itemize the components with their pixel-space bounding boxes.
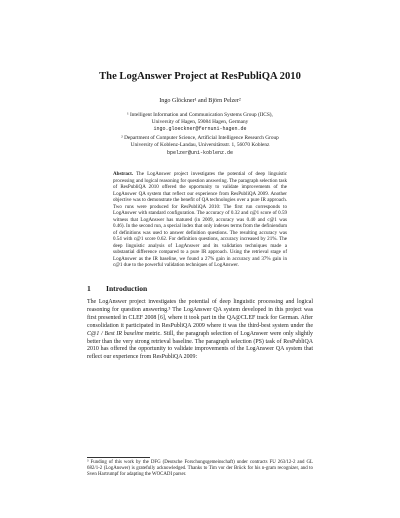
section-title: Introduction (106, 284, 148, 293)
affiliation-2-email: bpelzer@uni-koblenz.de (166, 150, 233, 156)
intro-text-start: The LogAnswer project investigates the potential of deep linguistic processing and logical reasoning for question answering.³ The LogAnswer QA system developed in this project was first presented in CLEF 2008 [6], where it took part in the QA@CLEF track for German. After consolidation it participated in ResPubliQA 2009 where it was the third-best system under the (87, 299, 313, 329)
affiliation-1-line-2: University of Hagen, 59084 Hagen, Germany (151, 119, 249, 125)
abstract-label: Abstract. (113, 171, 134, 177)
intro-metric-name: C@1 / Best IR baseline (87, 330, 144, 337)
intro-paragraph (87, 299, 313, 362)
abstract (113, 171, 287, 269)
affiliation-2-line-1: ² Department of Computer Science, Artificial Intelligence Research Group (121, 135, 279, 141)
affiliation-1-line-1: ¹ Intelligent Information and Communication Systems Group (IICS), (127, 112, 273, 118)
section-heading (87, 284, 147, 293)
affiliation-1-email: ingo.gloeckner@fernuni-hagen.de (153, 126, 247, 132)
section-number: 1 (87, 284, 91, 293)
paper-title: The LogAnswer Project at ResPubliQA 2010 (99, 71, 301, 82)
abstract-text: The LogAnswer project investigates the potential of deep linguistic processing and logical reasoning for question answering. The paragraph selection task of ResPubliQA 2010 offered the opportunity to validate improvements of the LogAnswer QA system that reflect our experience from ResPubliQA 2009. Another objective was to demonstrate the benefit of QA technologies over a pure IR approach. Two runs were produced for ResPubliQA 2010: The first run corresponds to LogAnswer with standard configuration. The accuracy of 0.32 and c@1 score of 0.59 witness that LogAnswer has matured (in 2009, accuracy was 0.40 and c@1 was 0.46). In the second run, a special index that only indexes terms from the definiendum of definitions was used to answer definition questions. The resulting accuracy was 0.54 with c@1 score 0.62. For definition questions, accuracy increased by 21%. The deep linguistic analysis of LogAnswer and its validation techniques made a substantial difference compared to a pure IR approach. Using the retrieval stage of LogAnswer as the IR baseline, we found a 27% gain in accuracy and 37% gain in c@1 due to the powerful validation techniques of LogAnswer. (113, 171, 288, 268)
paper-authors: Ingo Glöckner¹ and Björn Pelzer² (159, 98, 241, 104)
footnote-rule (87, 457, 150, 458)
intro-text-end: metric. Still, the paragraph selection of LogAnswer were only slightly better than the very strong retrieval baseline. The paragraph selection (PS) task of ResPubliQA 2010 has offered the opportunity to validate improvements of the LogAnswer QA system that reflect our experience from ResPubliQA 2009: (87, 330, 314, 361)
affiliation-2-line-2: University of Koblenz-Landau, Universitätsstr. 1, 56070 Koblenz (130, 142, 270, 148)
footnote: ³ Funding of this work by the DFG (Deutsche Forschungsgemeinschaft) under contracts FU 263/12-2 and GL 682/1-2 (LogAnswer) is gratefully acknowledged. Thanks to Tim vor der Brück for his n-gram recognizer, and to Sven Hartrumpf for adapting the WOCADI parser. (87, 460, 313, 478)
